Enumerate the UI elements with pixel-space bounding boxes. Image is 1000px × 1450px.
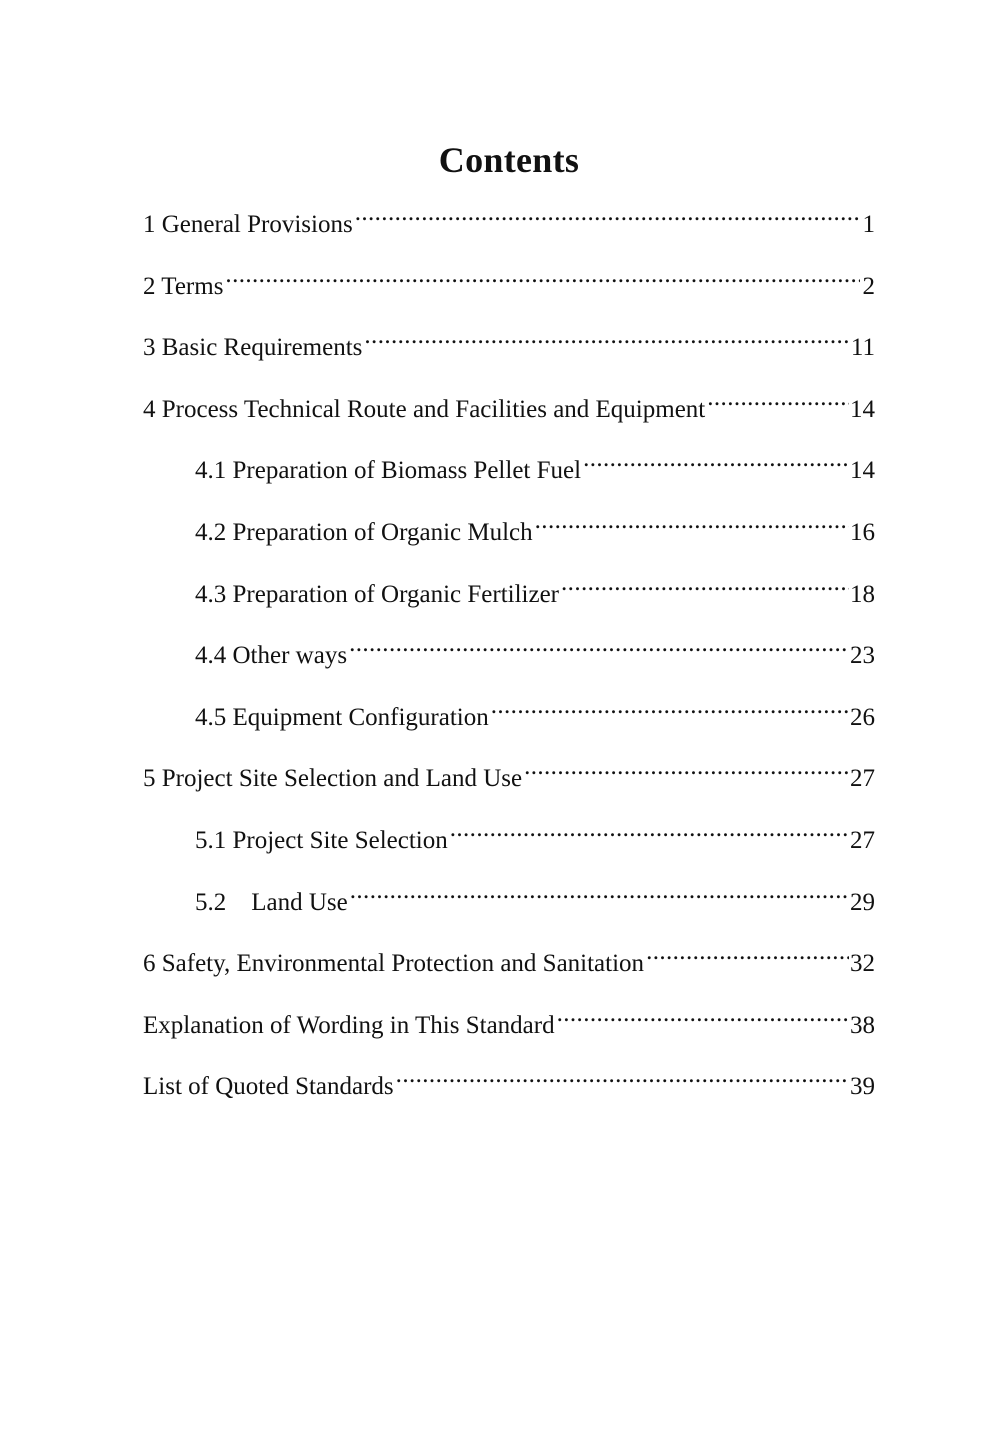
toc-entry[interactable] — [143, 510, 875, 572]
toc-entry-label: Explanation of Wording in This Standard — [143, 1011, 555, 1039]
toc-page-number: 32 — [850, 950, 875, 978]
dot-leader — [557, 1003, 849, 1033]
dot-leader — [535, 510, 849, 540]
dot-leader — [561, 572, 849, 602]
toc-page-number: 27 — [850, 765, 875, 793]
dot-leader — [450, 818, 849, 848]
toc-entry[interactable] — [143, 325, 875, 387]
dot-leader — [355, 202, 860, 232]
toc-page-number: 27 — [850, 826, 875, 854]
dot-leader — [707, 387, 849, 417]
toc-page-number: 1 — [862, 211, 875, 238]
dot-leader — [364, 325, 850, 355]
toc-page-number: 14 — [850, 457, 875, 485]
toc-page-number: 16 — [850, 518, 875, 546]
toc-entry-label: 4.2 Preparation of Organic Mulch — [195, 518, 533, 546]
dot-leader — [396, 1064, 849, 1094]
toc-entry-label: 4.4 Other ways — [195, 642, 348, 670]
toc-entry[interactable] — [143, 387, 875, 449]
toc-entry[interactable] — [143, 1064, 875, 1126]
toc-entry[interactable] — [143, 880, 875, 942]
toc-entry-label: 4.5 Equipment Configuration — [195, 703, 489, 731]
toc-page-number: 14 — [850, 395, 875, 423]
toc-entry-label: 5.2 Land Use — [195, 888, 348, 916]
toc-page-number: 11 — [850, 334, 875, 362]
toc-entry[interactable] — [143, 818, 875, 880]
dot-leader — [225, 264, 860, 294]
toc-entry-label: 5.1 Project Site Selection — [195, 826, 448, 854]
toc-entry-label: 6 Safety, Environmental Protection and Sanitation — [143, 950, 645, 978]
dot-leader — [349, 633, 849, 663]
toc-entry[interactable] — [143, 448, 875, 510]
toc-entry-label: 3 Basic Requirements — [143, 334, 363, 362]
toc-entry[interactable] — [143, 202, 875, 264]
toc-entry-label: List of Quoted Standards — [143, 1073, 394, 1101]
toc-page-number: 23 — [850, 642, 875, 670]
toc-entry[interactable] — [143, 572, 875, 634]
dot-leader — [524, 756, 849, 786]
toc-entry-label: 4.3 Preparation of Organic Fertilizer — [195, 580, 560, 608]
toc-entry[interactable] — [143, 941, 875, 1003]
toc-page-number: 18 — [850, 580, 875, 608]
table-of-contents — [143, 202, 875, 1126]
page-title: Contents — [438, 140, 580, 180]
dot-leader — [646, 941, 849, 971]
toc-page-number: 38 — [850, 1011, 875, 1039]
dot-leader — [491, 695, 849, 725]
toc-entry[interactable] — [143, 756, 875, 818]
dot-leader — [583, 448, 849, 478]
toc-entry-label: 4 Process Technical Route and Facilities and Equipment — [143, 395, 706, 423]
toc-entry-label: 5 Project Site Selection and Land Use — [143, 765, 523, 793]
toc-entry-label: 4.1 Preparation of Biomass Pellet Fuel — [195, 457, 582, 485]
toc-page-number: 29 — [850, 888, 875, 916]
toc-entry[interactable] — [143, 1003, 875, 1065]
toc-entry-label: 2 Terms — [143, 272, 224, 300]
toc-page-number: 39 — [850, 1073, 875, 1101]
dot-leader — [350, 880, 849, 910]
toc-page-number: 2 — [862, 272, 875, 300]
toc-entry[interactable] — [143, 264, 875, 326]
toc-entry[interactable] — [143, 695, 875, 757]
toc-page-number: 26 — [850, 703, 875, 731]
toc-entry-label: 1 General Provisions — [143, 211, 353, 238]
toc-entry[interactable] — [143, 633, 875, 695]
